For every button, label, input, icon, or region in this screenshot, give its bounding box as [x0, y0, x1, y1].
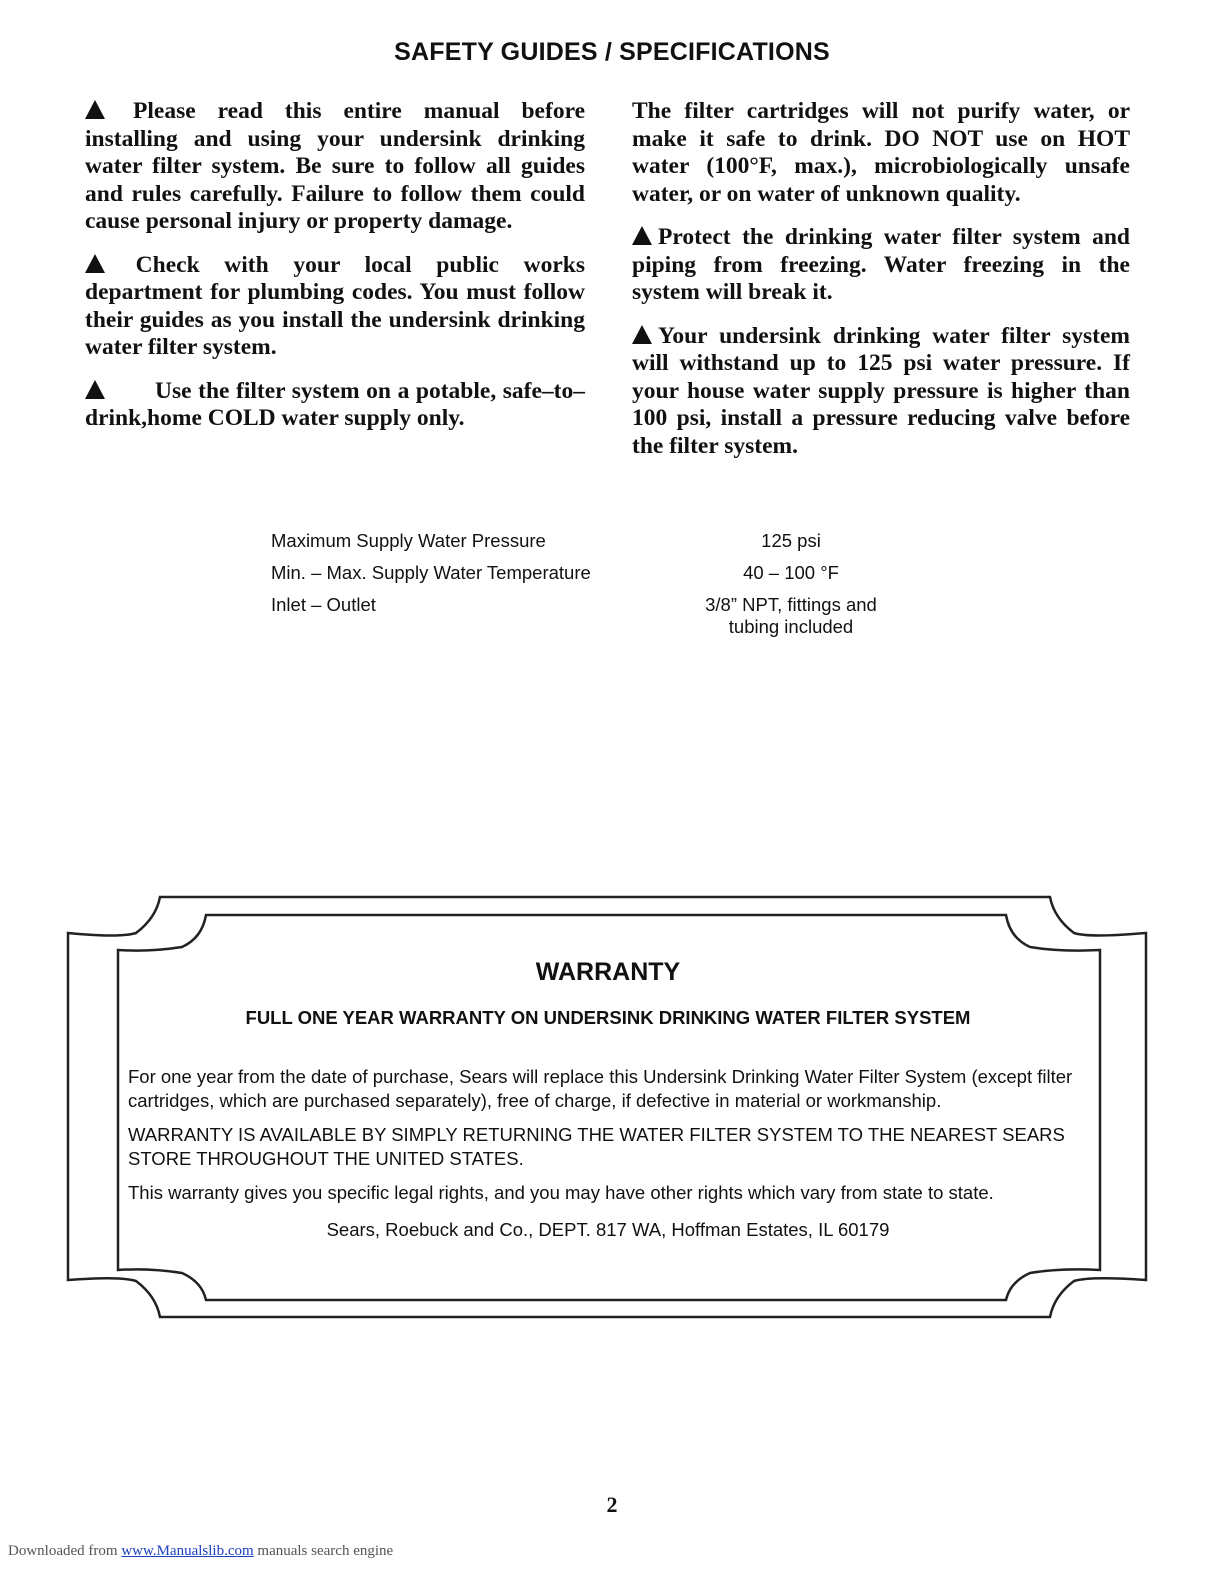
- footer-suffix: manuals search engine: [257, 1543, 394, 1559]
- spec-label: Min. – Max. Supply Water Temperature: [271, 562, 591, 583]
- footer-prefix: Downloaded from: [8, 1543, 118, 1559]
- safety-text: Your undersink drinking water filter system will withstand up to 125 psi water pressure. If your house water supply pressure is higher than 100 psi, install a pressure reducing valve before the filter system.: [632, 322, 1130, 459]
- download-footer: [8, 1543, 393, 1560]
- manualslib-link[interactable]: www.Manualslib.com: [121, 1543, 254, 1559]
- safety-text: Please read this entire manual before installing and using your undersink drinking water filter system. Be sure to follow all guides and rules carefully. Failure to follow them could cause personal injury or property damage.: [85, 98, 585, 234]
- safety-text: Protect the drinking water filter system and piping from freezing. Water freezing in the system will break it.: [632, 224, 1130, 305]
- warranty-section: [118, 958, 1098, 1241]
- warranty-subtitle: FULL ONE YEAR WARRANTY ON UNDERSINK DRINKING WATER FILTER SYSTEM: [245, 1007, 971, 1028]
- spec-value: 40 – 100 °F: [743, 562, 839, 583]
- warranty-title: WARRANTY: [535, 958, 681, 986]
- spec-value-line: tubing included: [728, 616, 854, 637]
- warranty-paragraph: WARRANTY IS AVAILABLE BY SIMPLY RETURNING THE WATER FILTER SYSTEM TO THE NEAREST SEARS STORE THROUGHOUT THE UNITED STATES.: [128, 1124, 1065, 1169]
- spec-label: Maximum Supply Water Pressure: [271, 530, 546, 551]
- spec-label: Inlet – Outlet: [271, 594, 376, 615]
- spec-value: 125 psi: [761, 530, 821, 551]
- page-title: SAFETY GUIDES / SPECIFICATIONS: [394, 38, 830, 66]
- safety-text: The filter cartridges will not purify water, or make it safe to drink. DO NOT use on HOT water (100°F, max.), microbiologically unsafe water, or on water of unknown quality.: [632, 98, 1130, 207]
- safety-text: Check with your local public works department for plumbing codes. You must follow their guides as you install the undersink drinking water filter system.: [85, 251, 585, 360]
- warranty-paragraph: For one year from the date of purchase, Sears will replace this Undersink Drinking Water Filter System (except filter cartridges, which are purchased separately), free of charge, if defective in material or workmanship.: [128, 1066, 1073, 1111]
- page-number: 2: [606, 1492, 618, 1517]
- warranty-paragraph: This warranty gives you specific legal rights, and you may have other rights which vary from state to state.: [128, 1182, 994, 1203]
- safety-text: Use the filter system on a potable, safe–to–drink,home COLD water supply only.: [85, 377, 585, 431]
- spec-value-line: 3/8” NPT, fittings and: [705, 594, 877, 615]
- warranty-address: Sears, Roebuck and Co., DEPT. 817 WA, Hoffman Estates, IL 60179: [326, 1219, 890, 1240]
